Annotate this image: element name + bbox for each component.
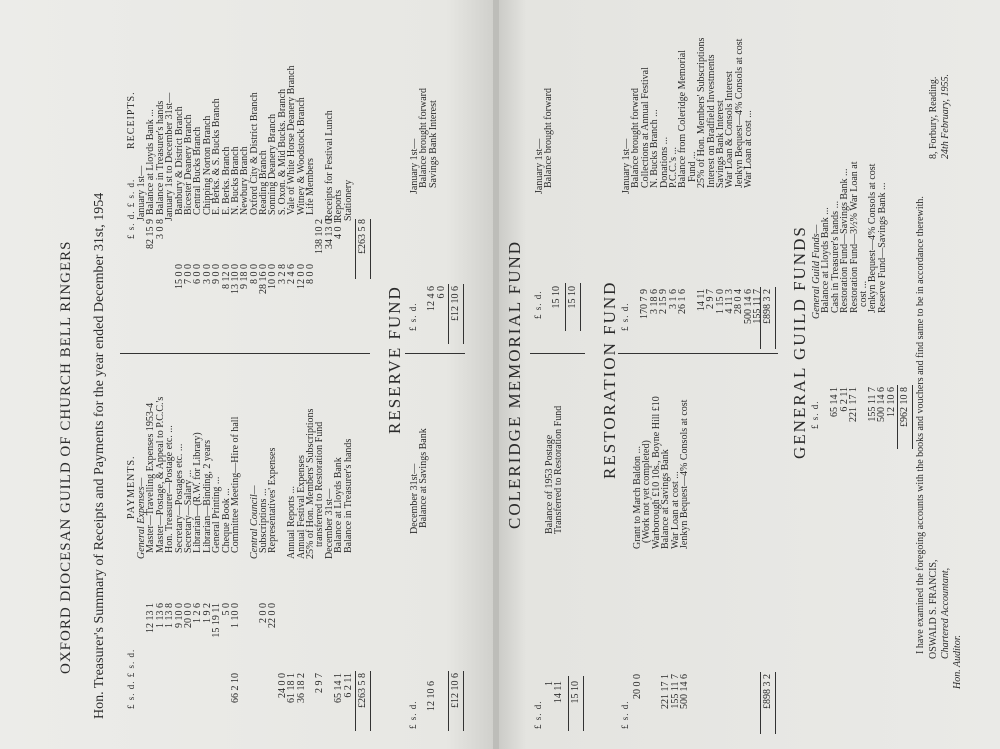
amount: 13 10 0	[229, 264, 241, 294]
amount: 36 18 2	[295, 673, 307, 703]
amount: 6 2 11	[342, 673, 354, 698]
general-funds-amounts	[821, 387, 896, 449]
amount: 26 1 6	[676, 289, 688, 314]
reserve-line: Balance brought forward	[418, 88, 430, 188]
general-fund-line: cost ...	[857, 280, 869, 307]
coleridge-line: Transferred to Restoration Fund	[553, 405, 565, 534]
general-funds-double-rule	[912, 385, 913, 449]
amount: 14 11	[695, 289, 707, 312]
receipts-rule	[355, 219, 356, 279]
general-fund-line: Reserve Fund—Savings Bank ...	[876, 182, 888, 313]
amount: 9 18 0	[239, 264, 251, 289]
restoration-line: N. Bucks Branch ...	[649, 109, 661, 188]
amount: 12 10 6	[426, 681, 438, 711]
reserve-line: December 31st—	[409, 463, 420, 534]
reserve-line: Savings Bank Interest	[427, 100, 439, 188]
auditor-address: 8, Forbury, Reading.	[928, 76, 939, 159]
payment-line: Secretary—Postages etc. ...	[173, 443, 185, 553]
amount	[193, 219, 202, 267]
reserve-right-rule	[448, 671, 449, 731]
amount	[334, 264, 343, 316]
amount: 138 10 2	[314, 219, 326, 254]
coleridge-left-amounts	[543, 286, 562, 331]
amount	[325, 603, 334, 653]
general-fund-line: Cash in Treasurer's hands ...	[829, 200, 841, 313]
reserve-right-double-rule	[463, 671, 464, 731]
amount	[268, 219, 277, 267]
receipts-amounts-col1	[137, 264, 353, 316]
amount: 221 17 1	[848, 387, 860, 422]
amount: 500 14 6	[678, 674, 690, 709]
amount	[184, 219, 193, 267]
coleridge-column-divider	[530, 353, 585, 354]
amount	[344, 264, 353, 316]
amount	[315, 264, 324, 316]
reserve-left-double-rule	[463, 284, 464, 344]
amount: 1	[544, 681, 555, 686]
receipt-line: Receipts for Festival Lunch	[323, 110, 335, 221]
amount: 2 9 7	[314, 673, 326, 693]
amount	[231, 219, 240, 267]
amount	[278, 603, 287, 653]
amount: 1 9 2	[201, 603, 213, 623]
amount: 155 11 7	[752, 289, 764, 324]
coleridge-right-total: 15 10	[570, 681, 581, 704]
restoration-line: Jenkyn Bequest—4% Consols at cost	[678, 399, 690, 549]
amount: 7 0 0	[182, 264, 194, 284]
restoration-left-money-header: £ s. d.	[620, 302, 630, 331]
amount	[146, 673, 155, 731]
amount	[175, 673, 184, 731]
restoration-left-double-rule	[775, 287, 776, 349]
reserve-line: Balance at Savings Bank	[418, 428, 430, 528]
general-fund-line: Jenkyn Bequest—4% Consols at cost	[867, 163, 879, 313]
receipt-line: Witney & Woodstock Branch	[295, 97, 307, 215]
restoration-right-money-header: £ s. d.	[620, 700, 630, 729]
payment-line: Committee Meeting—Hire of hall	[229, 416, 241, 553]
amount	[184, 673, 193, 731]
amount: 24 0 0	[276, 673, 288, 698]
amount: 170 7 9	[639, 289, 651, 319]
receipt-line: Bicester Deanery Branch	[182, 114, 194, 215]
receipts-money-header: £ s. d. £ s. d.	[126, 178, 136, 239]
amount	[287, 603, 296, 653]
amount	[259, 219, 268, 267]
coleridge-left-money-header: £ s. d.	[533, 290, 543, 319]
payments-list	[137, 359, 353, 559]
reserve-left-amounts	[418, 286, 446, 336]
payments-money-header: £ s. d. £ s. d.	[126, 648, 136, 709]
general-funds-rule	[897, 385, 898, 449]
amount	[137, 673, 146, 731]
restoration-line: 25% of Hon. Members' Subscriptions	[696, 37, 708, 188]
restoration-line: January 1st—	[621, 138, 632, 194]
amount: 6 2 11	[838, 387, 850, 412]
amount: 8 0 0	[305, 264, 317, 284]
payment-line: Subscriptions ...	[258, 488, 270, 553]
amount	[146, 264, 155, 316]
payment-line: Master—Travelling Expenses 1953-4	[145, 402, 157, 553]
receipt-line: E. Berks. & S. Bucks Branch	[211, 98, 223, 215]
coleridge-right-amounts	[545, 681, 564, 731]
reserve-line: January 1st—	[409, 138, 420, 194]
reserve-right-money-header: £ s. d.	[408, 700, 418, 729]
general-funds-heading: GENERAL GUILD FUNDS	[790, 225, 809, 459]
amount	[212, 219, 221, 267]
amount: 3 18 6	[648, 289, 660, 314]
coleridge-left-double-rule	[580, 283, 581, 331]
restoration-left-list	[622, 4, 753, 194]
main-column-divider	[120, 353, 370, 354]
receipt-line: Sonning Deanery Branch	[267, 113, 279, 215]
amount: 66 2 10	[229, 673, 241, 703]
amount: 12 10 6	[885, 387, 897, 417]
receipt-line: Chipping Norton Branch	[201, 115, 213, 215]
restoration-line: Fund ...	[686, 151, 698, 182]
amount: 1 10 0	[229, 603, 241, 628]
payment-line: Hon. Treasurer—Postage etc. ...	[164, 425, 176, 553]
receipts-heading: RECEIPTS.	[126, 91, 137, 149]
auditor-date: 24th February, 1955.	[940, 74, 951, 159]
payments-total: £263 5 8	[357, 673, 368, 708]
amount: 500 14 6	[742, 289, 754, 324]
restoration-line: Balance at Savings Bank	[660, 449, 672, 549]
restoration-right-list	[633, 359, 689, 549]
coleridge-left-list	[535, 14, 554, 194]
amount: 20 0 0	[632, 674, 643, 699]
receipt-line: N. Bucks Branch	[229, 146, 241, 215]
receipt-line: Balance at Lloyds Bank ...	[145, 109, 157, 215]
restoration-line: Jenkyn Bequest—4% Consols at cost	[733, 38, 745, 188]
amount	[165, 673, 174, 731]
restoration-line: Warborough £10 10s., Boyne Hill £10	[650, 396, 662, 549]
amount: 3 0 8	[154, 219, 166, 239]
coleridge-fund-heading: COLERIDGE MEMORIAL FUND	[505, 239, 524, 529]
reserve-left-total: £12 10 6	[450, 286, 461, 321]
amount	[297, 219, 306, 267]
amount: 10 0 0	[267, 264, 279, 289]
coleridge-line: Balance of 1953 Postage	[544, 434, 555, 534]
restoration-fund-heading: RESTORATION FUND	[600, 280, 619, 479]
receipt-line: E. Berks. Branch	[220, 146, 232, 215]
receipt-line: Reading Branch	[258, 150, 270, 215]
payment-line: General Expenses—	[136, 477, 147, 559]
receipt-line: Vale of White Horse Deanery Branch	[286, 65, 298, 215]
amount: 9 0 0	[211, 264, 223, 284]
restoration-line: War Loan & Consols Interest	[724, 71, 736, 188]
receipts-total: £263 5 8	[357, 219, 368, 254]
receipt-line: S. Oxon. & Mid Bucks. Branch	[276, 88, 288, 215]
restoration-line: Balance from Coleridge Memorial	[677, 49, 689, 188]
amount: 3 2 8	[276, 264, 288, 284]
general-fund-line: General Guild Funds—	[811, 224, 822, 319]
restoration-line: Savings Bank Interest	[714, 100, 726, 188]
receipt-line: Stationery	[342, 179, 354, 221]
restoration-left-total: £898 3 2	[762, 289, 773, 324]
coleridge-line: Balance brought forward	[543, 88, 555, 188]
amount: 12 4 6	[426, 286, 438, 311]
receipts-list	[137, 21, 353, 221]
payment-line: Secretary—Salary ...	[182, 469, 194, 553]
amount: 155 11 7	[866, 387, 878, 422]
payment-line: Central Council—	[248, 485, 260, 559]
payment-line: Annual Festival Expenses	[295, 455, 307, 559]
restoration-line: (Work not yet completed)	[641, 440, 653, 543]
amount: 14 11	[553, 681, 565, 704]
payment-line: Master—Postage, & Appeal to P.C.C.'s	[154, 396, 166, 553]
amount	[344, 219, 353, 267]
amount	[212, 673, 221, 731]
receipt-line: Banbury & District Branch	[173, 106, 185, 215]
amount: 28 0 4	[733, 289, 745, 314]
restoration-left-amounts	[631, 289, 762, 349]
restoration-line: Collections at Annual Festival	[639, 67, 651, 188]
payment-line: Librarian—(R.W. for Library)	[192, 432, 204, 553]
payment-line: Balance at Lloyds Bank	[333, 457, 345, 553]
restoration-right-rule	[760, 672, 761, 734]
amount: 6 0	[435, 286, 447, 299]
amount: 20 0 0	[182, 603, 194, 628]
amount	[222, 219, 231, 267]
coleridge-right-rule	[568, 676, 569, 731]
amount	[250, 219, 259, 267]
reserve-fund-heading: RESERVE FUND	[385, 285, 404, 434]
restoration-line: Grant to March Baldon ...	[632, 445, 643, 549]
coleridge-right-list	[545, 364, 564, 534]
amount	[642, 674, 651, 734]
amount: 82 15 9	[145, 219, 157, 249]
amount	[344, 603, 353, 653]
amount: 155 11 7	[669, 674, 681, 709]
amount: 221 17 1	[660, 674, 672, 709]
payment-line: Cheque Book ...	[220, 488, 232, 553]
amount	[278, 219, 287, 267]
restoration-line: Donations ...	[658, 136, 670, 188]
auditor-role-1: Chartered Accountant,	[940, 567, 951, 659]
payment-line: Balance in Treasurer's hands	[342, 438, 354, 553]
receipt-line: Reports	[333, 189, 345, 221]
general-funds-total: £962 10 8	[899, 387, 910, 427]
amount: 12 13 1	[145, 603, 157, 633]
amount: 3 1 6	[667, 289, 679, 309]
coleridge-right-double-rule	[583, 676, 584, 731]
reserve-right-amounts	[418, 681, 437, 731]
amount	[156, 673, 165, 731]
general-fund-line: Balance at Lloyds Bank ...	[820, 207, 832, 313]
payment-line: transferred to Restoration Fund	[314, 421, 326, 547]
payment-line: 25% of Hon. Members' Subscriptions	[305, 408, 317, 559]
reserve-left-money-header: £ s. d.	[408, 302, 418, 331]
payment-line: General Printing ...	[211, 476, 223, 553]
amount	[165, 219, 174, 267]
coleridge-left-total: 15 10	[567, 286, 578, 309]
coleridge-right-money-header: £ s. d.	[533, 700, 543, 729]
restoration-line: War Loan at cost ...	[743, 110, 755, 188]
amount	[193, 673, 202, 731]
document-subtitle: Hon. Treasurer's Summary of Receipts and Payments for the year ended December 31st, 1954	[92, 192, 107, 719]
amount	[287, 219, 296, 267]
amount	[259, 673, 268, 731]
payments-rule	[355, 671, 356, 731]
payments-amounts-col2	[137, 673, 353, 731]
amount: 22 0 0	[267, 603, 279, 628]
general-funds-money-header: £ s. d.	[810, 400, 820, 429]
amount: 5 0	[220, 603, 232, 616]
amount	[203, 219, 212, 267]
amount: 12 0 0	[295, 264, 307, 289]
amount: 34 13 0	[323, 219, 335, 249]
amount	[315, 603, 324, 653]
amount	[306, 603, 315, 653]
general-fund-line: Restoration Fund—3½% War Loan at	[848, 161, 860, 313]
restoration-line: Balance brought forward	[630, 88, 642, 188]
amount: 4 0 1	[333, 219, 345, 239]
receipt-line: Life Members	[305, 158, 317, 215]
amount	[240, 219, 249, 267]
restoration-line: P.C.C.'s ...	[667, 147, 679, 188]
reserve-right-list	[410, 364, 429, 534]
receipt-line: January 1st to December 31st—	[164, 92, 176, 221]
restoration-line: War Loan at cost ...	[669, 471, 681, 549]
amount	[240, 673, 249, 731]
coleridge-left-rule	[565, 283, 566, 331]
reserve-left-list	[410, 14, 438, 194]
general-funds-list	[812, 119, 887, 319]
amount: 2 4 6	[286, 264, 298, 284]
receipt-line: January 1st—	[136, 165, 147, 221]
amount: 65 14 1	[829, 387, 841, 417]
general-fund-line: Restoration Fund—Savings Bank ...	[839, 168, 851, 313]
amount	[175, 219, 184, 267]
amount: 2 9 7	[705, 289, 717, 309]
amount: 15 19 11	[211, 603, 223, 638]
amount: 2 15 9	[658, 289, 670, 314]
amount	[240, 603, 249, 653]
payment-line: Representatives' Expenses	[267, 447, 279, 553]
payments-amounts-col1	[137, 603, 353, 653]
amount: 15 0 0	[173, 264, 185, 289]
restoration-right-double-rule	[775, 672, 776, 734]
restoration-left-rule	[760, 287, 761, 349]
payments-heading: PAYMENTS.	[126, 455, 137, 519]
payment-line: December 31st—	[323, 488, 335, 559]
amount: 4 11 3	[723, 289, 735, 314]
auditor-role-2: Hon. Auditor.	[952, 635, 963, 689]
amount	[156, 264, 165, 316]
amount: 1 13 8	[164, 603, 176, 628]
restoration-column-divider	[618, 353, 778, 354]
amount: 2 0 0	[258, 603, 270, 623]
reserve-left-rule	[448, 284, 449, 344]
amount: 61 18 1	[286, 673, 298, 703]
auditor-name: OSWALD S. FRANCIS,	[928, 559, 939, 659]
amount: 8 12 0	[220, 264, 232, 289]
coleridge-line: January 1st—	[534, 138, 545, 194]
amount: 500 14 6	[876, 387, 888, 422]
payments-double-rule	[370, 671, 371, 731]
receipt-line: Central Bucks Branch	[192, 126, 204, 215]
reserve-right-total: £12 10 6	[450, 673, 461, 708]
amount	[325, 264, 334, 316]
receipt-line: Oxford City & District Branch	[248, 92, 260, 215]
restoration-right-amounts	[633, 674, 689, 734]
amount	[203, 673, 212, 731]
amount	[334, 603, 343, 653]
amount: 15 10	[551, 286, 563, 309]
amount: 28 16 0	[258, 264, 270, 294]
restoration-right-total: £898 3 2	[762, 674, 773, 709]
amount: 9 10 0	[173, 603, 185, 628]
amount: 1 15 0	[714, 289, 726, 314]
amount	[297, 603, 306, 653]
restoration-line: Interest on Bradfield Investments	[705, 54, 717, 188]
amount: 1 13 6	[154, 603, 166, 628]
amount: 8 0 0	[248, 264, 260, 284]
amount: 3 0 0	[201, 264, 213, 284]
amount: 6 0 0	[192, 264, 204, 284]
receipts-double-rule	[370, 219, 371, 279]
payment-line: Annual Reports ...	[286, 485, 298, 559]
document-title: OXFORD DIOCESAN GUILD OF CHURCH BELL RINGERS	[58, 240, 74, 674]
payment-line: Librarian—Binding, 2 years	[201, 439, 213, 553]
amount	[250, 673, 259, 731]
receipts-amounts-col2	[137, 219, 362, 267]
amount: 1 2 6	[192, 603, 204, 623]
receipt-line: Newbury Branch	[239, 146, 251, 215]
amount: 65 14 1	[333, 673, 345, 703]
reserve-column-divider	[405, 353, 465, 354]
receipt-line: Balance in Treasurer's hands	[154, 100, 166, 215]
amount	[137, 264, 146, 316]
auditor-statement: I have examined the foregoing accounts with the books and vouchers and find same to be in accordance therewith.	[915, 196, 926, 654]
